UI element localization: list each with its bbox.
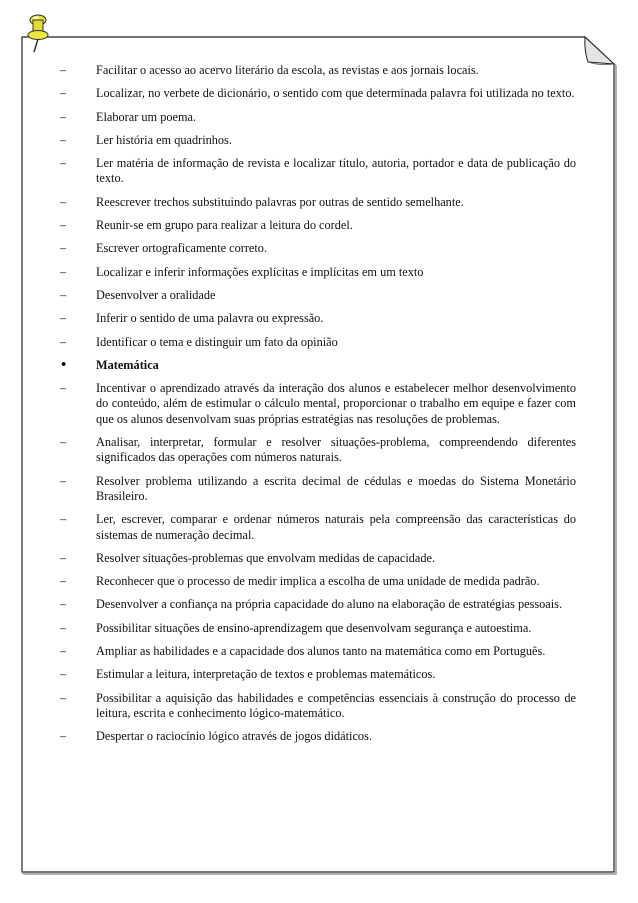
list-item-text: Facilitar o acesso ao acervo literário da escola, as revistas e aos jornais locais. [96,63,479,77]
list-item-text: Resolver problema utilizando a escrita decimal de cédulas e moedas do Sistema Monetário Brasileiro. [96,473,576,503]
section-heading-matematica [60,358,576,373]
list-item [60,381,576,427]
list-item-text: Possibilitar situações de ensino-aprendizagem que desenvolvam segurança e autoestima. [96,620,532,635]
dash-marker: – [60,512,67,527]
dash-marker: – [60,156,67,171]
list-item-text: Despertar o raciocínio lógico através de jogos didáticos. [96,729,372,744]
list-item [60,621,576,636]
dash-marker: – [60,63,67,77]
list-item-text: Resolver situações-problemas que envolvam medidas de capacidade. [96,550,436,565]
list-item-text: Reunir-se em grupo para realizar a leitura do cordel. [96,218,353,233]
list-item [60,667,576,682]
math-objectives-list [60,381,576,744]
list-item-text: Ler matéria de informação de revista e localizar título, autoria, portador e data de publicação do texto. [96,156,576,186]
list-item-text: Escrever ortograficamente correto. [96,241,268,256]
objectives-list [60,63,576,350]
bullet-marker: • [61,356,67,373]
dash-marker: – [60,109,67,124]
dash-marker: – [60,311,67,326]
list-item-text: Incentivar o aprendizado através da interação dos alunos e estabelecer melhor desenvolvimento do conteúdo, além de estimular o cálculo mental, proporcionar o trabalho em equipe e fazer com que os alunos desenvolvam suas próprias estratégias nas resoluções de problemas. [96,381,576,426]
list-item [60,110,576,125]
list-item [60,574,576,589]
list-item [60,63,576,78]
list-item-text: Estimular a leitura, interpretação de textos e problemas matemáticos. [96,667,436,682]
list-item-text: Ler, escrever, comparar e ordenar números naturais pela compreensão das características do sistemas de numeração decimal. [96,512,576,542]
list-item [60,195,576,210]
list-item-text: Localizar e inferir informações explícitas e implícitas em um texto [96,264,424,279]
page-curl-icon [585,37,614,65]
list-item [60,729,576,744]
list-item [60,474,576,505]
dash-marker: – [60,620,67,635]
list-item [60,156,576,187]
dash-marker: – [60,435,67,450]
dash-marker: – [60,334,67,349]
list-item [60,218,576,233]
list-item [60,265,576,280]
dash-marker: – [60,241,67,256]
list-item [60,133,576,148]
dash-marker: – [60,690,67,705]
dash-marker: – [60,218,67,233]
list-item-text: Localizar, no verbete de dicionário, o sentido com que determinada palavra foi utilizada no texto. [96,86,575,101]
list-item-text: Analisar, interpretar, formular e resolver situações-problema, compreendendo diferentes significados das operações com números naturais. [96,435,576,465]
dash-marker: – [60,667,67,682]
list-item [60,86,576,101]
dash-marker: – [60,264,67,279]
dash-marker: – [60,194,67,209]
dash-marker: – [60,644,67,659]
list-item-text: Elaborar um poema. [96,109,197,124]
list-item [60,512,576,543]
dash-marker: – [60,473,67,488]
dash-marker: – [60,729,67,744]
list-item [60,551,576,566]
pushpin-icon [28,15,48,52]
list-item-text: Possibilitar a aquisição das habilidades e competências essenciais à construção do processo de leitura, escrita e conhecimento lógico-matemático. [96,690,576,720]
dash-marker: – [60,381,67,396]
list-item [60,335,576,350]
dash-marker: – [60,86,67,101]
list-item-text: Desenvolver a oralidade [96,287,216,302]
list-item [60,288,576,303]
document-body [60,63,576,753]
dash-marker: – [60,574,67,589]
list-item-text: Desenvolver a confiança na própria capacidade do aluno na elaboração de estratégias pessoais. [96,597,563,612]
list-item [60,311,576,326]
dash-marker: – [60,132,67,147]
list-item-text: Identificar o tema e distinguir um fato da opinião [96,334,338,349]
dash-marker: – [60,287,67,302]
list-item-text: Reescrever trechos substituindo palavras por outras de sentido semelhante. [96,194,464,209]
list-item [60,644,576,659]
list-item [60,691,576,722]
list-item [60,435,576,466]
list-item [60,597,576,612]
list-item-text: Ler história em quadrinhos. [96,132,232,147]
dash-marker: – [60,597,67,612]
list-item-text: Ampliar as habilidades e a capacidade dos alunos tanto na matemática como em Português. [96,644,546,659]
list-item-text: Reconhecer que o processo de medir implica a escolha de uma unidade de medida padrão. [96,574,540,589]
section-heading-text: Matemática [96,357,159,372]
list-item [60,241,576,256]
list-item-text: Inferir o sentido de uma palavra ou expressão. [96,311,324,326]
dash-marker: – [60,550,67,565]
